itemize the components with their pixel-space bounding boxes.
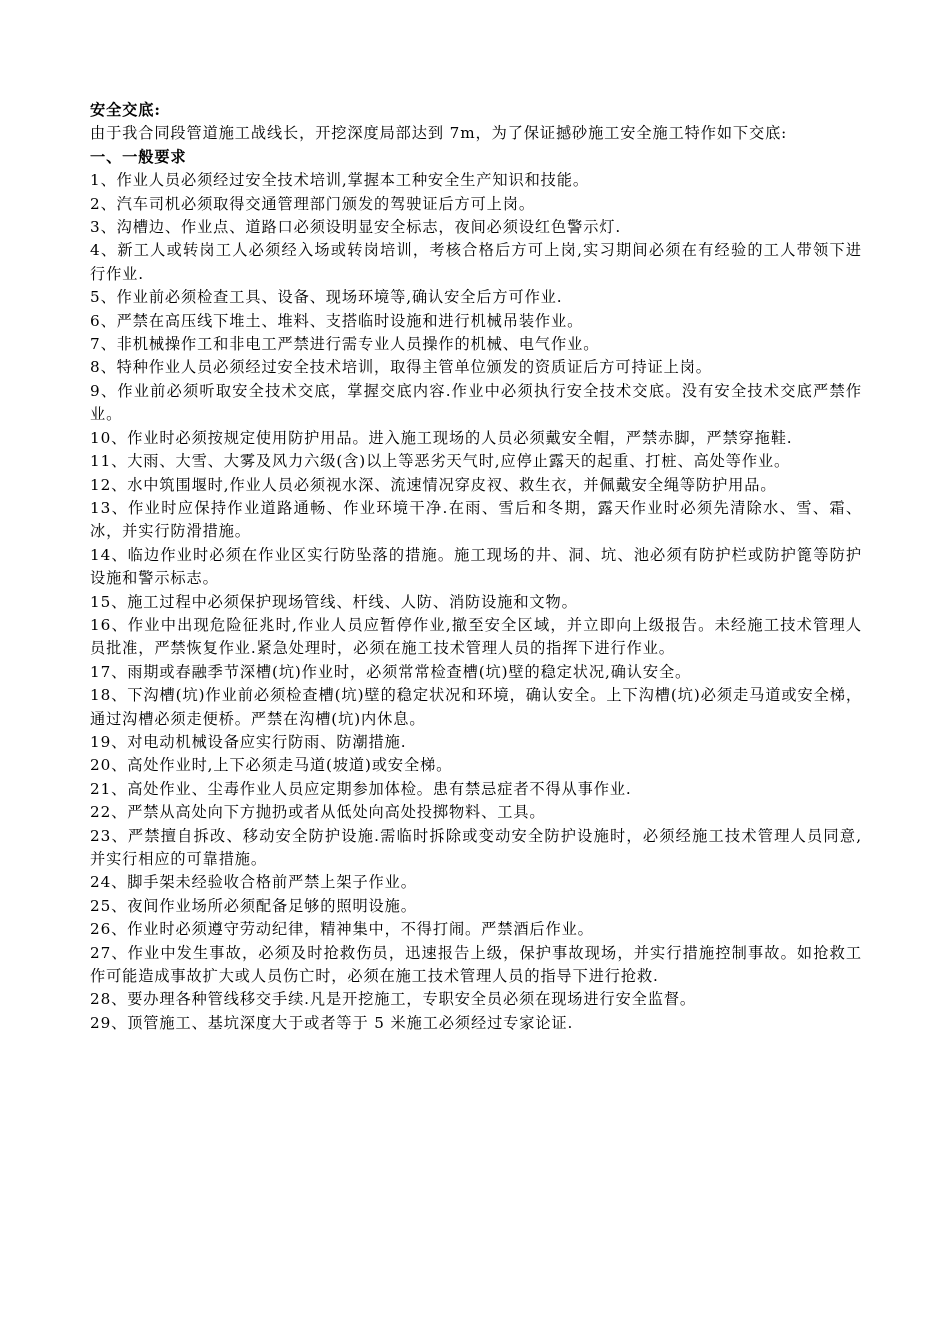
intro-paragraph: 由于我合同段管道施工战线长，开挖深度局部达到 7m，为了保证撼砂施工安全施工特作如下交底: bbox=[90, 124, 788, 143]
list-item-9: 9、作业前必须听取安全技术交底，掌握交底内容.作业中必须执行安全技术交底。没有安全技术交底严禁作业。 bbox=[90, 381, 862, 424]
requirements-list bbox=[90, 169, 862, 1035]
list-item-2: 2、汽车司机必须取得交通管理部门颁发的驾驶证后方可上岗。 bbox=[90, 194, 535, 213]
list-item-15: 15、施工过程中必须保护现场管线、杆线、人防、消防设施和文物。 bbox=[90, 592, 578, 611]
list-item-29: 29、顶管施工、基坑深度大于或者等于 5 米施工必须经过专家论证. bbox=[90, 1013, 574, 1032]
document-title: 安全交底: bbox=[90, 101, 161, 119]
list-item-14: 14、临边作业时必须在作业区实行防坠落的措施。施工现场的井、洞、坑、池必须有防护栏或防护篦等防护设施和警示标志。 bbox=[90, 545, 862, 588]
list-item-22: 22、严禁从高处向下方抛扔或者从低处向高处投掷物料、工具。 bbox=[90, 803, 546, 822]
list-item-13: 13、作业时应保持作业道路通畅、作业环境干净.在雨、雪后和冬期，露天作业时必须先清除水、雪、霜、冰，并实行防滑措施。 bbox=[90, 498, 862, 541]
section-heading: 一、一般要求 bbox=[90, 147, 187, 166]
list-item-11: 11、大雨、大雪、大雾及风力六级(含)以上等恶劣天气时,应停止露天的起重、打桩、高处等作业。 bbox=[90, 452, 791, 471]
list-item-10: 10、作业时必须按规定使用防护用品。进入施工现场的人员必须戴安全帽，严禁赤脚，严禁穿拖鞋. bbox=[90, 428, 793, 447]
list-item-21: 21、高处作业、尘毒作业人员应定期参加体检。患有禁忌症者不得从事作业. bbox=[90, 779, 632, 798]
list-item-17: 17、雨期或春融季节深槽(坑)作业时，必须常常检查槽(坑)壁的稳定状况,确认安全。 bbox=[90, 662, 692, 681]
list-item-5: 5、作业前必须检查工具、设备、现场环境等,确认安全后方可作业. bbox=[90, 288, 563, 307]
list-item-28: 28、要办理各种管线移交手续.凡是开挖施工，专职安全员必须在现场进行安全监督。 bbox=[90, 990, 697, 1009]
list-item-26: 26、作业时必须遵守劳动纪律，精神集中，不得打闹。严禁酒后作业。 bbox=[90, 920, 594, 939]
list-item-1: 1、作业人员必须经过安全技术培训,掌握本工种安全生产知识和技能。 bbox=[90, 171, 589, 190]
list-item-27: 27、作业中发生事故，必须及时抢救伤员，迅速报告上级，保护事故现场，并实行措施控制事故。如抢救工作可能造成事故扩大或人员伤亡时，必须在施工技术管理人员的指导下进行抢救. bbox=[90, 943, 862, 986]
list-item-23: 23、严禁擅自拆改、移动安全防护设施.需临时拆除或变动安全防护设施时，必须经施工技术管理人员同意,并实行相应的可靠措施。 bbox=[90, 826, 862, 868]
list-item-4: 4、新工人或转岗工人必须经入场或转岗培训，考核合格后方可上岗,实习期间必须在有经验的工人带领下进行作业. bbox=[90, 241, 862, 283]
list-item-12: 12、水中筑围堰时,作业人员必须视水深、流速情况穿皮衩、救生衣，并佩戴安全绳等防护用品。 bbox=[90, 475, 777, 494]
list-item-18: 18、下沟槽(坑)作业前必须检查槽(坑)壁的稳定状况和环境，确认安全。上下沟槽(坑)必须走马道或安全梯，通过沟槽必须走便桥。严禁在沟槽(坑)内休息。 bbox=[90, 686, 862, 728]
list-item-20: 20、高处作业时,上下必须走马道(坡道)或安全梯。 bbox=[90, 756, 453, 775]
list-item-24: 24、脚手架未经验收合格前严禁上架子作业。 bbox=[90, 873, 417, 892]
document-page bbox=[90, 99, 862, 1035]
list-item-7: 7、非机械操作工和非电工严禁进行需专业人员操作的机械、电气作业。 bbox=[90, 335, 600, 354]
list-item-16: 16、作业中出现危险征兆时,作业人员应暂停作业,撤至安全区域，并立即向上级报告。未经施工技术管理人员批准，严禁恢复作业.紧急处理时，必须在施工技术管理人员的指挥下进行作业。 bbox=[90, 615, 862, 658]
list-item-3: 3、沟槽边、作业点、道路口必须设明显安全标志，夜间必须设红色警示灯. bbox=[90, 218, 622, 237]
list-item-6: 6、严禁在高压线下堆土、堆料、支搭临时设施和进行机械吊装作业。 bbox=[90, 311, 584, 330]
list-item-25: 25、夜间作业场所必须配备足够的照明设施。 bbox=[90, 896, 417, 915]
list-item-8: 8、特种作业人员必须经过安全技术培训，取得主管单位颁发的资质证后方可持证上岗。 bbox=[90, 358, 712, 377]
list-item-19: 19、对电动机械设备应实行防雨、防潮措施. bbox=[90, 732, 407, 751]
